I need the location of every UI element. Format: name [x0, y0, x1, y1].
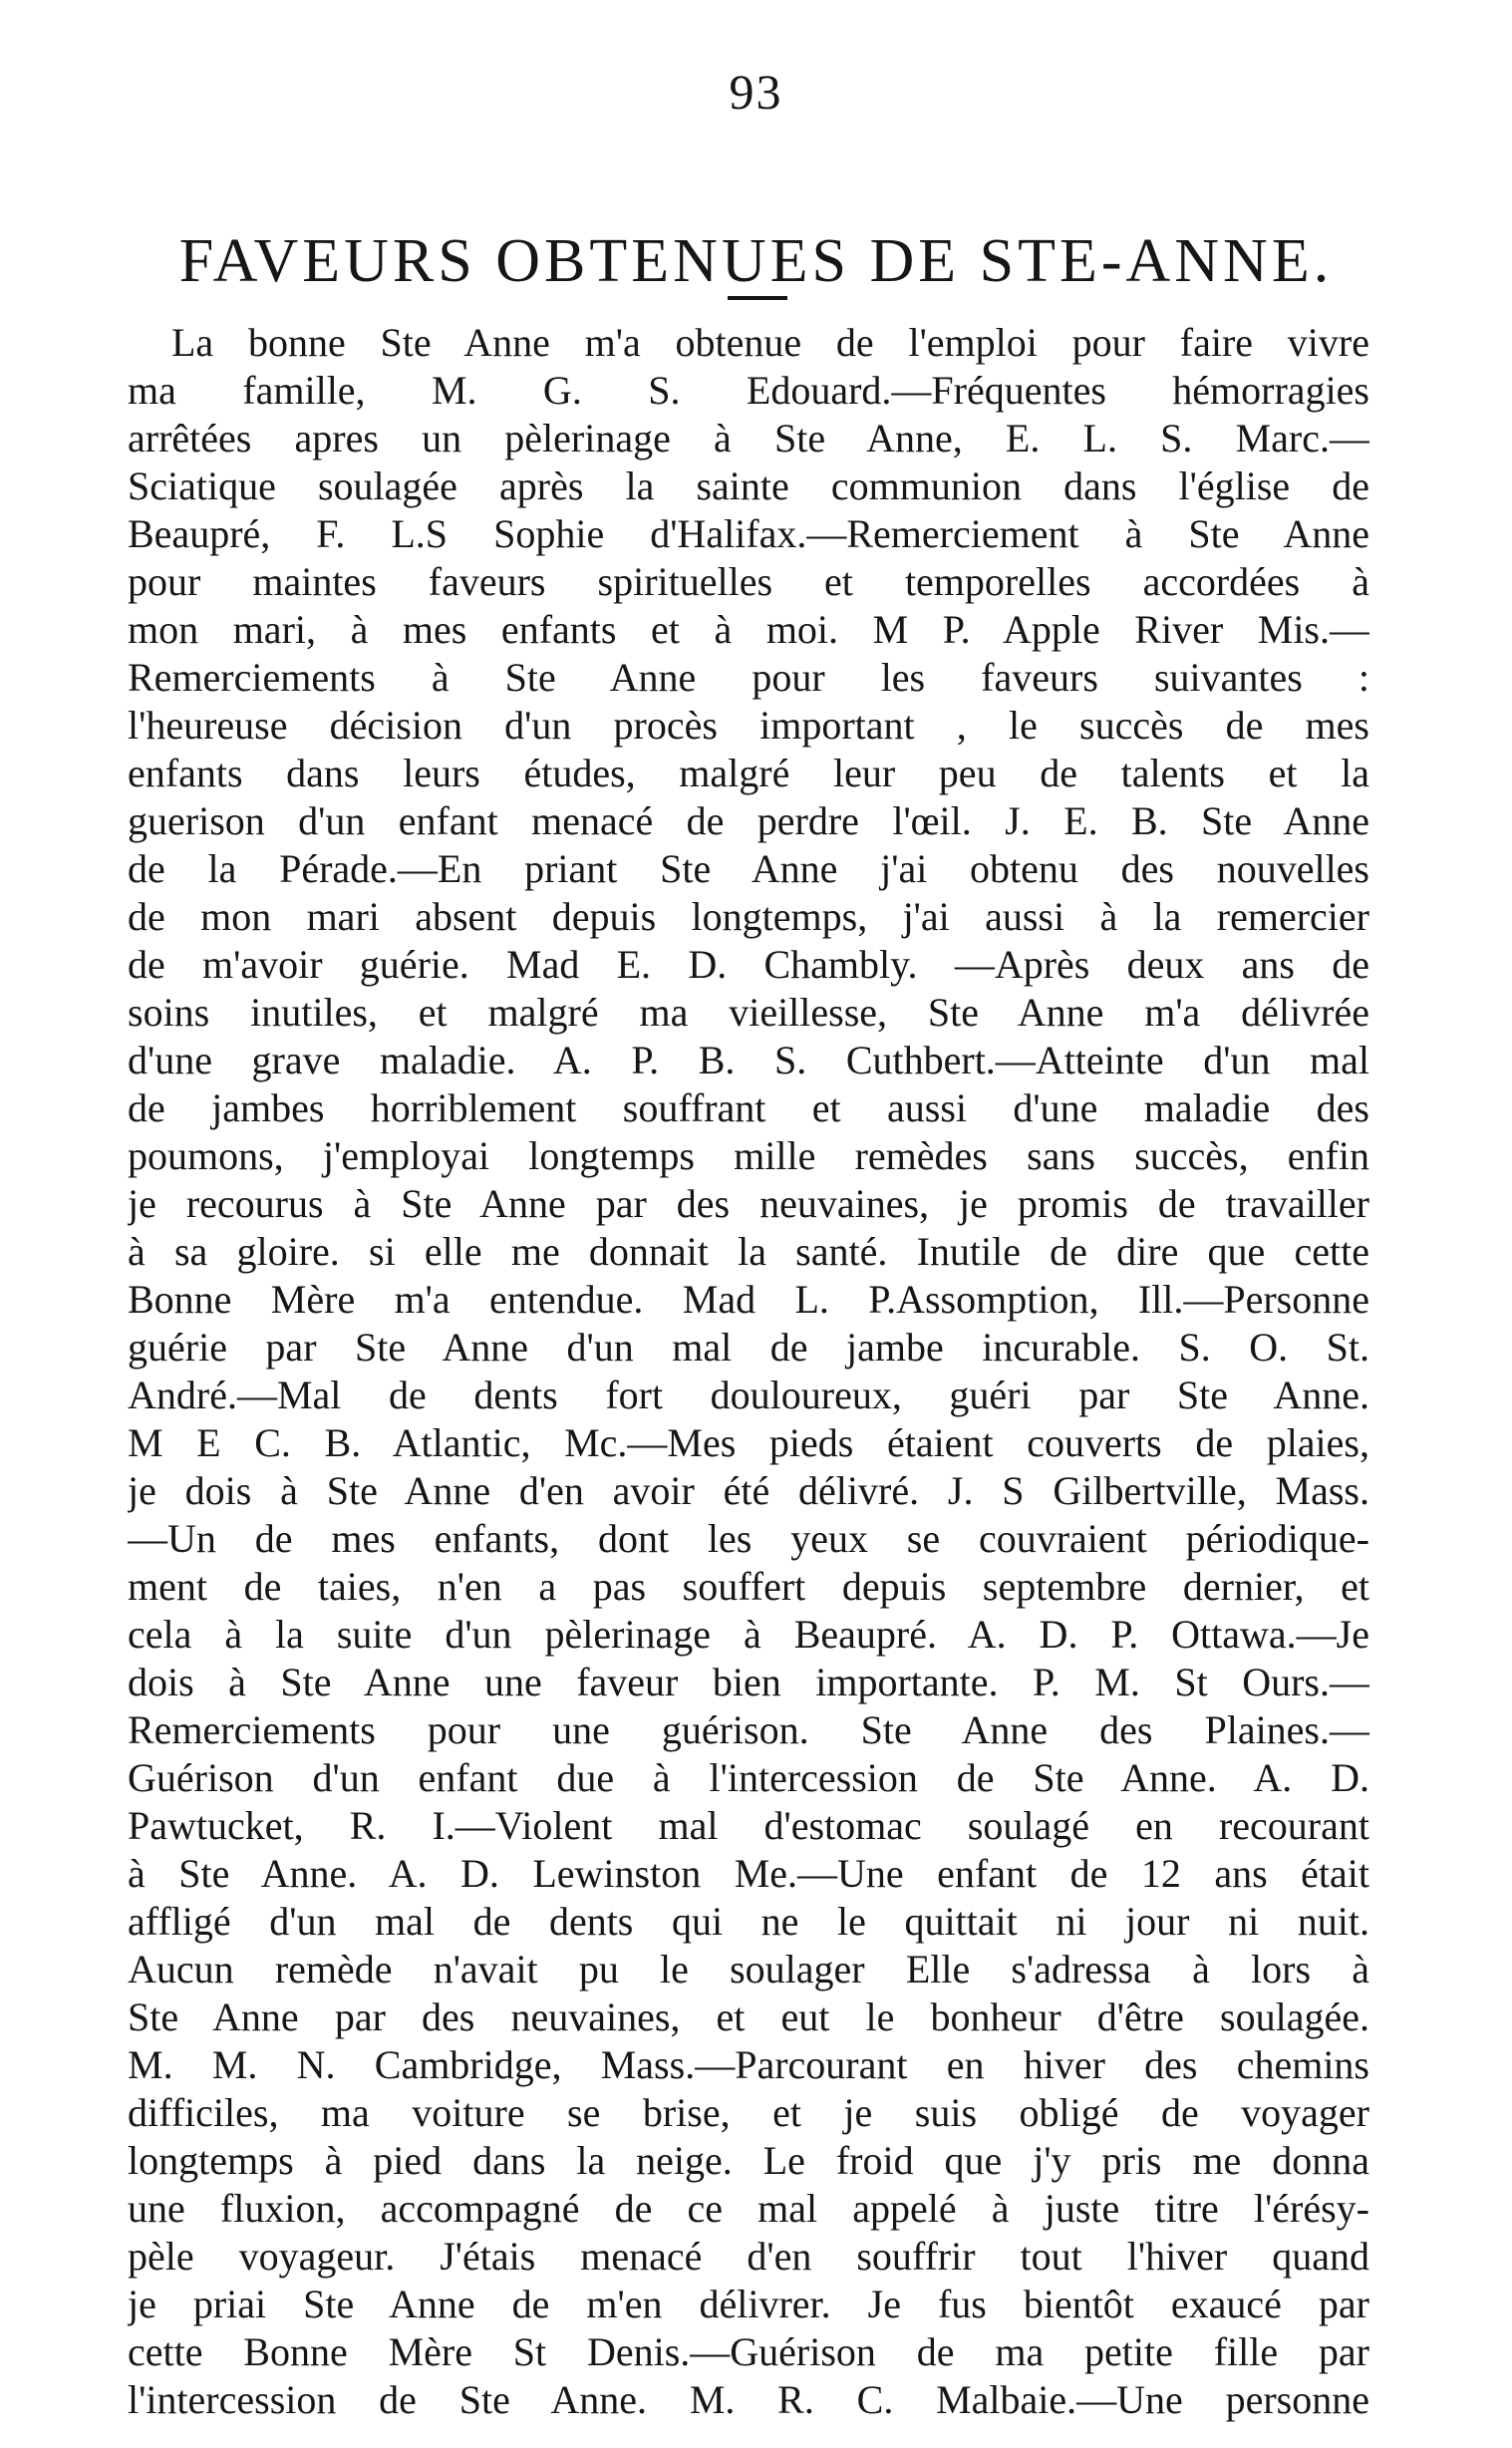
text-line: de jambes horriblement souffrant et aussi d'une maladie des [128, 1085, 1369, 1130]
page-title: FAVEURS OBTENUES DE STE-ANNE. [178, 226, 1334, 295]
text-line: de la Pérade.—En priant Ste Anne j'ai obtenu des nouvelles [128, 846, 1369, 891]
title-divider [728, 296, 787, 300]
text-line: Ste Anne par des neuvaines, et eut le bonheur d'être soulagée. [128, 1994, 1369, 2039]
text-line: Bonne Mère m'a entendue. Mad L. P.Assomption, Ill.—Personne [128, 1277, 1369, 1322]
text-line: de mon mari absent depuis longtemps, j'ai aussi à la remercier [128, 894, 1369, 939]
text-line: arrêtées apres un pèlerinage à Ste Anne, E. L. S. Marc.— [128, 416, 1369, 460]
text-line: La bonne Ste Anne m'a obtenue de l'emploi pour faire vivre [171, 320, 1369, 365]
text-line: guérie par Ste Anne d'un mal de jambe incurable. S. O. St. [128, 1325, 1369, 1370]
text-line: guerison d'un enfant menacé de perdre l'œil. J. E. B. Ste Anne [128, 798, 1369, 843]
text-line: dois à Ste Anne une faveur bien importante. P. M. St Ours.— [128, 1660, 1369, 1704]
text-line: André.—Mal de dents fort douloureux, guéri par Ste Anne. [128, 1373, 1369, 1417]
text-line: cela à la suite d'un pèlerinage à Beaupré. A. D. P. Ottawa.—Je [128, 1612, 1369, 1657]
text-line: Sciatique soulagée après la sainte communion dans l'église de [128, 463, 1369, 508]
text-line: je recourus à Ste Anne par des neuvaines, je promis de travailler [128, 1181, 1369, 1226]
text-line: je priai Ste Anne de m'en délivrer. Je fus bientôt exaucé par [128, 2282, 1369, 2326]
text-line: —Un de mes enfants, dont les yeux se couvraient périodique- [128, 1516, 1369, 1561]
text-line: Aucun remède n'avait pu le soulager Elle s'adressa à lors à [128, 1947, 1369, 1991]
text-line: difficiles, ma voiture se brise, et je suis obligé de voyager [128, 2090, 1369, 2135]
text-line: je dois à Ste Anne d'en avoir été délivré. J. S Gilbertville, Mass. [128, 1468, 1369, 1513]
text-line: pour maintes faveurs spirituelles et temporelles accordées à [128, 559, 1369, 604]
text-line: de m'avoir guérie. Mad E. D. Chambly. —Après deux ans de [128, 942, 1369, 987]
text-line: à Ste Anne. A. D. Lewinston Me.—Une enfant de 12 ans était [128, 1851, 1369, 1896]
text-line: ma famille, M. G. S. Edouard.—Fréquentes hémorragies [128, 368, 1369, 413]
text-line: enfants dans leurs études, malgré leur peu de talents et la [128, 751, 1369, 795]
text-line: l'intercession de Ste Anne. M. R. C. Malbaie.—Une personne [128, 2377, 1369, 2422]
text-line: Beaupré, F. L.S Sophie d'Halifax.—Remerciement à Ste Anne [128, 511, 1369, 556]
text-line: une fluxion, accompagné de ce mal appelé à juste titre l'érésy- [128, 2186, 1369, 2231]
text-line: d'une grave maladie. A. P. B. S. Cuthbert.—Atteinte d'un mal [128, 1038, 1369, 1082]
text-line: à sa gloire. si elle me donnait la santé. Inutile de dire que cette [128, 1229, 1369, 1274]
page-number: 93 [729, 64, 783, 120]
text-line: mon mari, à mes enfants et à moi. M P. Apple River Mis.— [128, 607, 1369, 652]
text-line: Guérison d'un enfant due à l'intercession de Ste Anne. A. D. [128, 1755, 1369, 1800]
text-line: pèle voyageur. J'étais menacé d'en souffrir tout l'hiver quand [128, 2234, 1369, 2279]
text-line: cette Bonne Mère St Denis.—Guérison de ma petite fille par [128, 2329, 1369, 2374]
text-line: longtemps à pied dans la neige. Le froid que j'y pris me donna [128, 2138, 1369, 2183]
text-line: Remerciements à Ste Anne pour les faveurs suivantes : [128, 655, 1369, 700]
text-line: affligé d'un mal de dents qui ne le quittait ni jour ni nuit. [128, 1899, 1369, 1944]
text-line: M E C. B. Atlantic, Mc.—Mes pieds étaient couverts de plaies, [128, 1420, 1369, 1465]
text-line: ment de taies, n'en a pas souffert depuis septembre dernier, et [128, 1564, 1369, 1609]
text-line: soins inutiles, et malgré ma vieillesse, Ste Anne m'a délivrée [128, 990, 1369, 1035]
text-line: Pawtucket, R. I.—Violent mal d'estomac soulagé en recourant [128, 1803, 1369, 1848]
text-line: l'heureuse décision d'un procès important , le succès de mes [128, 703, 1369, 748]
text-line: poumons, j'employai longtemps mille remèdes sans succès, enfin [128, 1133, 1369, 1178]
text-line: Remerciements pour une guérison. Ste Anne des Plaines.— [128, 1707, 1369, 1752]
text-line: M. M. N. Cambridge, Mass.—Parcourant en hiver des chemins [128, 2042, 1369, 2087]
